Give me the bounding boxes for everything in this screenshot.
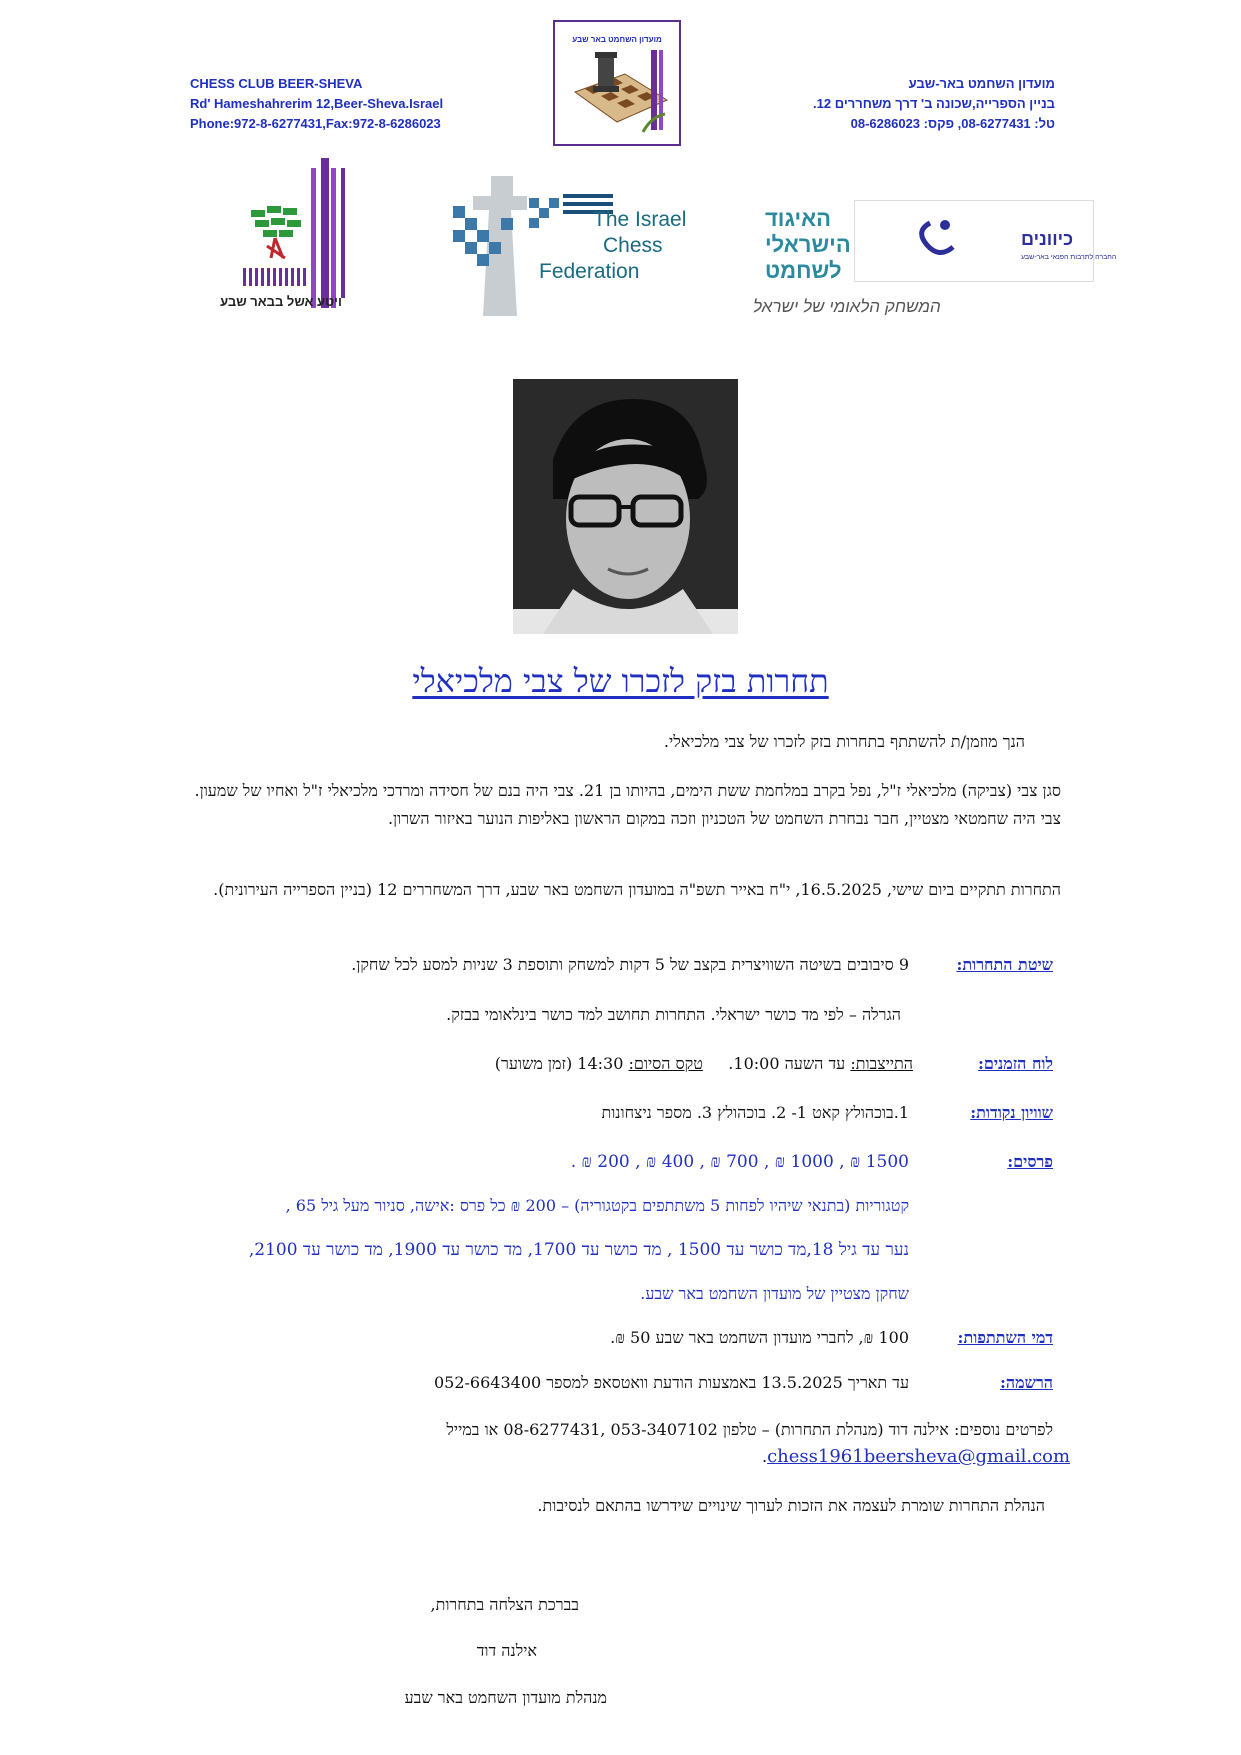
- kivunim-logo: [854, 200, 1117, 282]
- details-text: לפרטים נוספים: אילנה דוד (מנהלת התחרות) – טלפון 053-3407102 ,08-6277431 או במייל: [446, 1420, 1053, 1439]
- email-row: [762, 1446, 1070, 1467]
- israel-chess-federation-logo: [453, 166, 941, 326]
- ifl-en-3: Federation: [539, 260, 640, 283]
- club-logo: [553, 20, 681, 146]
- prizes-categories-2: נער עד גיל 18,מד כושר עד 1500 , מד כושר עד 1700, מד כושר עד 1900, מד כושר עד 2100,: [248, 1240, 909, 1260]
- fee-label: דמי השתתפות:: [957, 1328, 1053, 1347]
- ifl-en-1: The Israel: [593, 208, 687, 231]
- prizes-value: 1500 ₪ , 1000 ₪ , 700 ₪ , 400 ₪ , 200 ₪ .: [570, 1152, 909, 1172]
- club-phone-he: טל: 08-6277431, פקס: 08-6286023: [850, 116, 1055, 131]
- kivunim-sub: החברה לתרבות הפנאי באר-שבע: [1021, 254, 1117, 261]
- venue-text: התחרות תתקיים ביום שישי, 16.5.2025, י"ח באייר תשפ"ה במועדון השחמט באר שבע, דרך המשחררים 12 (בניין הספרייה העירונית).: [213, 880, 1061, 899]
- prizes-label: פרסים:: [1007, 1152, 1053, 1171]
- club-name-he: מועדון השחמט באר-שבע: [908, 76, 1055, 91]
- schedule-label: לוח הזמנים:: [977, 1054, 1053, 1073]
- registration-label: הרשמה:: [1000, 1373, 1053, 1392]
- club-address-en: Rd' Hameshahrerim 12,Beer-Sheva.Israel: [190, 96, 444, 111]
- details-tail: .: [762, 1447, 768, 1466]
- ifl-en-2: Chess: [603, 234, 663, 257]
- system-value: 9 סיבובים בשיטה השוויצרית בקצב של 5 דקות למשחק ותוספת 3 שניות למסע לכל שחקן.: [351, 955, 909, 974]
- system-label: שיטת התחרות:: [956, 955, 1053, 974]
- page-title: תחרות בזק לזכרו של צבי מלכיאלי: [412, 662, 829, 700]
- prizes-categories-1: קטגוריות (בתנאי שיהיו לפחות 5 משתתפים בקטגוריה) – 200 ₪ כל פרס :אישה, סניור מעל גיל 65 ,: [285, 1196, 909, 1215]
- fee-value: 100 ₪, לחברי מועדון השחמט באר שבע 50 ₪.: [610, 1328, 909, 1347]
- eshel-caption: ויטע אשל בבאר שבע: [220, 294, 342, 309]
- reserve-text: הנהלת התחרות שומרת לעצמה את הזכות לערוך שינויים שידרשו בהתאם לנסיבות.: [537, 1496, 1045, 1515]
- closing-value: 14:30 (זמן משוער): [494, 1054, 624, 1073]
- tiebreak-value: 1.בוכהולץ קאט 1- 2. בוכהולץ 3. מספר ניצחונות: [601, 1103, 909, 1122]
- logo-caption: מועדון השחמט באר שבע: [572, 35, 662, 44]
- ifl-he-1: האיגוד: [765, 206, 832, 231]
- header-english: [190, 74, 443, 134]
- checkin-value: עד השעה 10:00.: [728, 1054, 846, 1073]
- eshel-logo: [220, 158, 359, 316]
- ifl-slogan: המשחק הלאומי של ישראל: [753, 297, 941, 316]
- club-address-he: בניין הספרייה,שכונה ב' דרך משחררים 12.: [813, 96, 1055, 111]
- bio-text: סגן צבי (צביקה) מלכיאלי ז"ל, נפל בקרב במלחמת ששת הימים, בהיותו בן 21. צבי היה בנם של חסידה ומרדכי מלכיאלי ז"ל ואחיו של שמעון. צבי היה שחמטאי מצטיין, חבר נבחרת השחמט של הטכניון וזכה במקום הראשון באליפות הנוער באיזור השרון.: [194, 781, 1061, 828]
- signoff-name: אילנה דוד: [476, 1641, 537, 1660]
- memorial-photo: [513, 379, 738, 634]
- registration-value: עד תאריך 13.5.2025 באמצעות הודעת וואטסאפ למספר 052-6643400: [433, 1373, 909, 1392]
- header-hebrew: [695, 74, 1055, 134]
- club-name-en: CHESS CLUB BEER-SHEVA: [190, 76, 363, 91]
- prizes-categories-3: שחקן מצטיין של מועדון השחמט באר שבע.: [640, 1284, 909, 1303]
- club-phone-en: Phone:972-8-6277431,Fax:972-8-6286023: [190, 116, 441, 131]
- intro-text: הנך מוזמן/ת להשתתף בתחרות בזק לזכרו של צבי מלכיאלי.: [663, 732, 1025, 751]
- closing-label: טקס הסיום:: [628, 1054, 703, 1073]
- signoff-role: מנהלת מועדון השחמט באר שבע: [404, 1688, 607, 1707]
- schedule-values: [495, 1054, 913, 1074]
- email-link[interactable]: chess1961beersheva@gmail.com: [767, 1446, 1071, 1467]
- checkin-label: התייצבות:: [850, 1054, 913, 1073]
- kivunim-name: כיוונים: [1021, 229, 1074, 249]
- ifl-he-2: הישראלי: [765, 232, 851, 257]
- draw-text: הגרלה – לפי מד כושר ישראלי. התחרות תחושב למד כושר בינלאומי בבזק.: [446, 1005, 901, 1024]
- ifl-he-3: לשחמט: [765, 258, 842, 283]
- tiebreak-label: שוויון נקודות:: [970, 1103, 1053, 1122]
- signoff-wish: בברכת הצלחה בתחרות,: [430, 1595, 579, 1614]
